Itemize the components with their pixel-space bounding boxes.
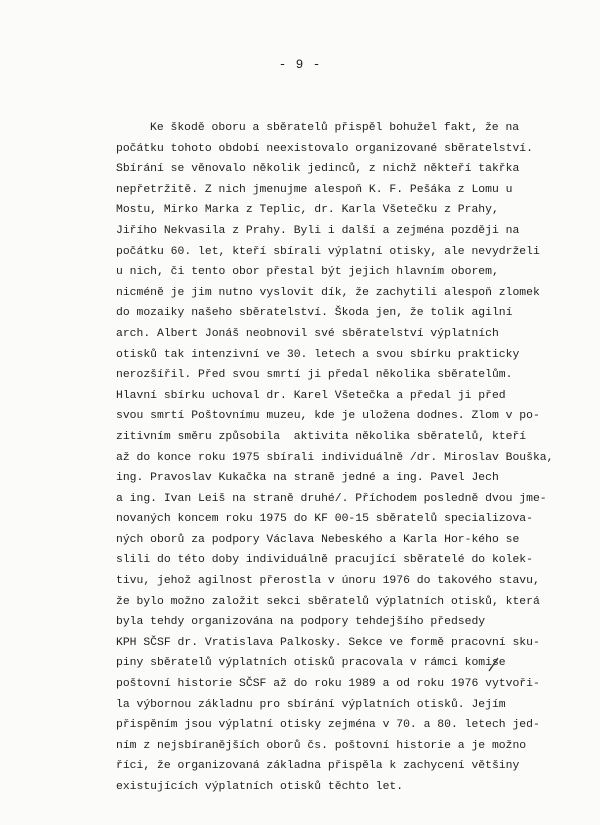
- text-line: existujících výplatních otisků těchto let.: [116, 781, 404, 793]
- text-line: ných oborů za podpory Václava Nebeského a Karla Hor-kého se: [116, 533, 520, 546]
- text-line: nepřetržitě. Z nich jmenujme alespoň K. F. Pešáka z Lomu u: [116, 183, 513, 196]
- text-line: tivu, jehož agilnost přerostla v únoru 1976 do takového stavu,: [116, 575, 540, 588]
- text-line: Ke škodě oboru a sběratelů přispěl bohužel fakt, že na: [150, 122, 520, 134]
- text-line: zitivním směru způsobila aktivita několika sběratelů, kteří: [116, 430, 527, 443]
- text-line: Sbírání se věnovalo několik jedinců, z nichž někteří takřka: [116, 163, 520, 176]
- text-line: slili do této doby individuálně pracující sběratelé do kolek-: [116, 554, 533, 567]
- text-line: svou smrtí Poštovnímu muzeu, kde je uložena dodnes. Zlom v po-: [116, 410, 540, 423]
- text-line: nicméně je jim nutno vyslovit dík, že zachytili alespoň zlomek: [116, 286, 540, 299]
- text-line: počátku 60. let, kteří sbírali výplatní otisky, ale nevydrželi: [116, 245, 540, 258]
- text-line: až do konce roku 1975 sbírali individuálně /dr. Miroslav Bouška,: [116, 451, 554, 464]
- pen-mark: [486, 657, 500, 673]
- text-line: otisků tak intenzivní ve 30. letech a svou sbírku prakticky: [116, 348, 520, 361]
- text-line: la výbornou základnu pro sbírání výplatních otisků. Jejím: [116, 698, 506, 711]
- text-line: že bylo možno založit sekci sběratelů výplatních otisků, která: [116, 595, 540, 608]
- text-line: a ing. Ivan Leiš na straně druhé/. Příchodem posledně dvou jme-: [116, 492, 547, 505]
- text-line: KPH SČSF dr. Vratislava Palkosky. Sekce ve formě pracovní sku-: [116, 636, 540, 649]
- text-line: ním z nejsbíranějších oborů čs. poštovní historie a je možno: [116, 739, 527, 752]
- text-line: Hlavní sbírku uchoval dr. Karel Všetečka a předal ji před: [116, 389, 506, 402]
- text-line: říci, že organizovaná základna přispěla k zachycení většiny: [116, 760, 520, 773]
- page-number: - 9 -: [278, 58, 322, 72]
- text-line: poštovní historie SČSF až do roku 1989 a od roku 1976 vytvoři-: [116, 678, 540, 691]
- text-line: u nich, či tento obor přestal být jejich hlavním oborem,: [116, 266, 499, 279]
- text-line: počátku tohoto období neexistovalo organizované sběratelství.: [116, 142, 533, 155]
- text-line: Mostu, Mirko Marka z Teplic, dr. Karla Všetečku z Prahy,: [116, 204, 499, 217]
- text-line: nerozšířil. Před svou smrtí ji předal několika sběratelům.: [116, 369, 513, 382]
- text-line: arch. Albert Jonáš neobnovil své sběratelství výplatních: [116, 327, 499, 340]
- body-text: [116, 118, 586, 798]
- text-line: ing. Pravoslav Kukačka na straně jedné a ing. Pavel Jech: [116, 472, 499, 485]
- text-line: do mozaiky našeho sběratelství. Škoda jen, že tolik agilní: [116, 307, 513, 320]
- text-line: novaných koncem roku 1975 do KF 00-15 sběratelů specializova-: [116, 513, 533, 526]
- text-line: Jiřího Nekvasila z Prahy. Byli i další a zejména později na: [116, 224, 520, 237]
- text-line: piny sběratelů výplatních otisků pracovala v rámci komise: [116, 657, 506, 670]
- text-line: přispěním jsou výplatní otisky zejména v 70. a 80. letech jed-: [116, 719, 540, 732]
- text-line: byla tehdy organizována na podpory tehdejšího předsedy: [116, 616, 486, 629]
